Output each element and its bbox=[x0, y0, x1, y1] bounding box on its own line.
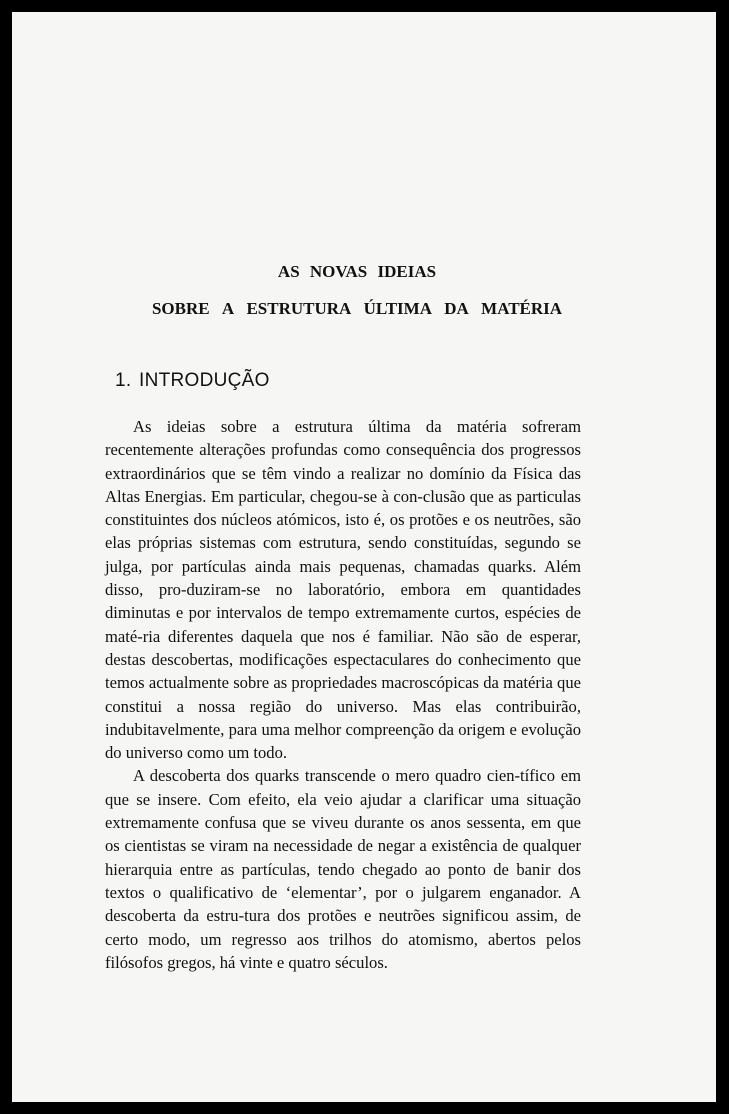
title-line-1: AS NOVAS IDEIAS bbox=[277, 262, 437, 281]
paragraph: As ideias sobre a estrutura última da matéria sofreram recentemente alterações profundas como consequência dos progressos extraordinários que se têm vindo a realizar no domínio da Física das Altas Energias. Em particular, chegou-se à con-clusão que as particulas constituintes dos núcleos atómicos, isto é, os protões e os neutrões, são elas próprias sistemas com estrutura, sendo constituídas, segundo se julga, por partículas ainda mais pequenas, chamadas quarks. Além disso, pro-duziram-se no laboratório, embora em quantidades diminutas e por intervalos de tempo extremamente curtos, espécies de maté-ria diferentes daquela que nos é familiar. Não são de esperar, destas descobertas, modificações espectaculares do conhecimento que temos actualmente sobre as propriedades macroscópicas da matéria que constitui a nossa região do universo. Mas elas contribuirão, indubitavelmente, para uma melhor compreenção da origem e evolução do universo como um todo. bbox=[105, 417, 581, 763]
title-line-2: SOBRE A ESTRUTURA ÚLTIMA DA MATÉRIA bbox=[151, 299, 563, 318]
paragraph: A descoberta dos quarks transcende o mero quadro cien-tífico em que se insere. Com efeito, ela veio ajudar a clarificar uma situação extremamente confusa que se viveu durante os anos sessenta, em que os cientistas se viram na necessidade de negar a existência de qualquer hierarquia entre as partículas, tendo chegado ao ponto de banir dos textos o qualificativo de ‘elementar’, por o julgarem enganador. A descoberta da estru-tura dos protões e neutrões significou assim, de certo modo, um regresso aos trilhos do atomismo, abertos pelos filósofos gregos, há vinte e quatro séculos. bbox=[105, 766, 581, 972]
section-title: INTRODUÇÃO bbox=[139, 370, 270, 391]
section-heading bbox=[115, 370, 270, 392]
body-text bbox=[105, 415, 581, 974]
page bbox=[12, 12, 716, 1102]
section-number: 1. bbox=[115, 370, 132, 391]
